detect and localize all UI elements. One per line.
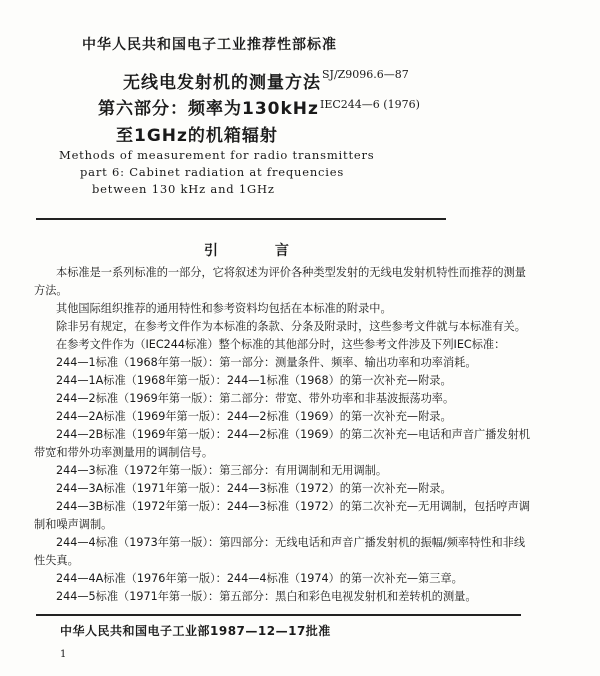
reference-item: 244—2B标准（1969年第一版）：244—2标准（1969）的第二次补充—电话和声音广播发射机带宽和带外功率测量用的调制信号。: [34, 428, 530, 459]
standard-code: SJ/Z9096.6—87: [322, 68, 409, 81]
paragraph: 在参考文件作为（IEC244标准）整个标准的其他部分时，这些参考文件涉及下列IEC标准：: [56, 338, 506, 351]
reference-item: 244—1A标准（1968年第一版）：244—1标准（1968）的第一次补充—附录。: [56, 374, 452, 387]
reference-item: 244—5标准（1971年第一版）：第五部分：黑白和彩色电视发射机和差转机的测量。: [56, 590, 477, 603]
title-line-3: 至1GHz的机箱辐射: [116, 126, 278, 146]
title-line-2: 第六部分：频率为130kHz: [98, 99, 319, 119]
document-body: [34, 264, 534, 606]
section-heading: 引 言: [204, 243, 315, 259]
divider-top: [36, 218, 446, 220]
reference-item: 244—1标准（1968年第一版）：第一部分：测量条件、频率、输出功率和功率消耗。: [56, 356, 477, 369]
paragraph: 本标准是一系列标准的一部分，它将叙述为评价各种类型发射的无线电发射机特性而推荐的测量方法。: [34, 266, 526, 297]
divider-bottom: [36, 614, 521, 616]
title-line-1: 无线电发射机的测量方法: [123, 73, 321, 93]
iec-reference: IEC244—6 (1976): [320, 98, 420, 111]
paragraph: 除非另有规定，在参考文件作为本标准的条款、分条及附录时，这些参考文件就与本标准有关。: [56, 320, 526, 333]
english-title-line-2: part 6: Cabinet radiation at frequencies: [80, 165, 345, 179]
paragraph: 其他国际组织推荐的通用特性和参考资料均包括在本标准的附录中。: [56, 302, 392, 315]
approval-line: 中华人民共和国电子工业部1987—12—17批准: [60, 624, 331, 638]
english-title-line-3: between 130 kHz and 1GHz: [92, 182, 275, 196]
reference-item: 244—4标准（1973年第一版）：第四部分：无线电话和声音广播发射机的振幅/频率特性和非线性失真。: [34, 536, 526, 567]
reference-item: 244—2A标准（1969年第一版）：244—2标准（1969）的第一次补充—附录。: [56, 410, 452, 423]
page-number: 1: [60, 649, 67, 660]
standard-body-header: 中华人民共和国电子工业推荐性部标准: [82, 37, 337, 53]
reference-item: 244—4A标准（1976年第一版）：244—4标准（1974）的第一次补充—第三章。: [56, 572, 463, 585]
reference-item: 244—3B标准（1972年第一版）：244—3标准（1972）的第二次补充—无用调制，包括哼声调制和噪声调制。: [34, 500, 530, 531]
reference-item: 244—3标准（1972年第一版）：第三部分：有用调制和无用调制。: [56, 464, 388, 477]
reference-item: 244—3A标准（1971年第一版）：244—3标准（1972）的第一次补充—附录。: [56, 482, 452, 495]
english-title-line-1: Methods of measurement for radio transmitters: [59, 148, 375, 162]
reference-item: 244—2标准（1969年第一版）：第二部分：带宽、带外功率和非基波振荡功率。: [56, 392, 455, 405]
